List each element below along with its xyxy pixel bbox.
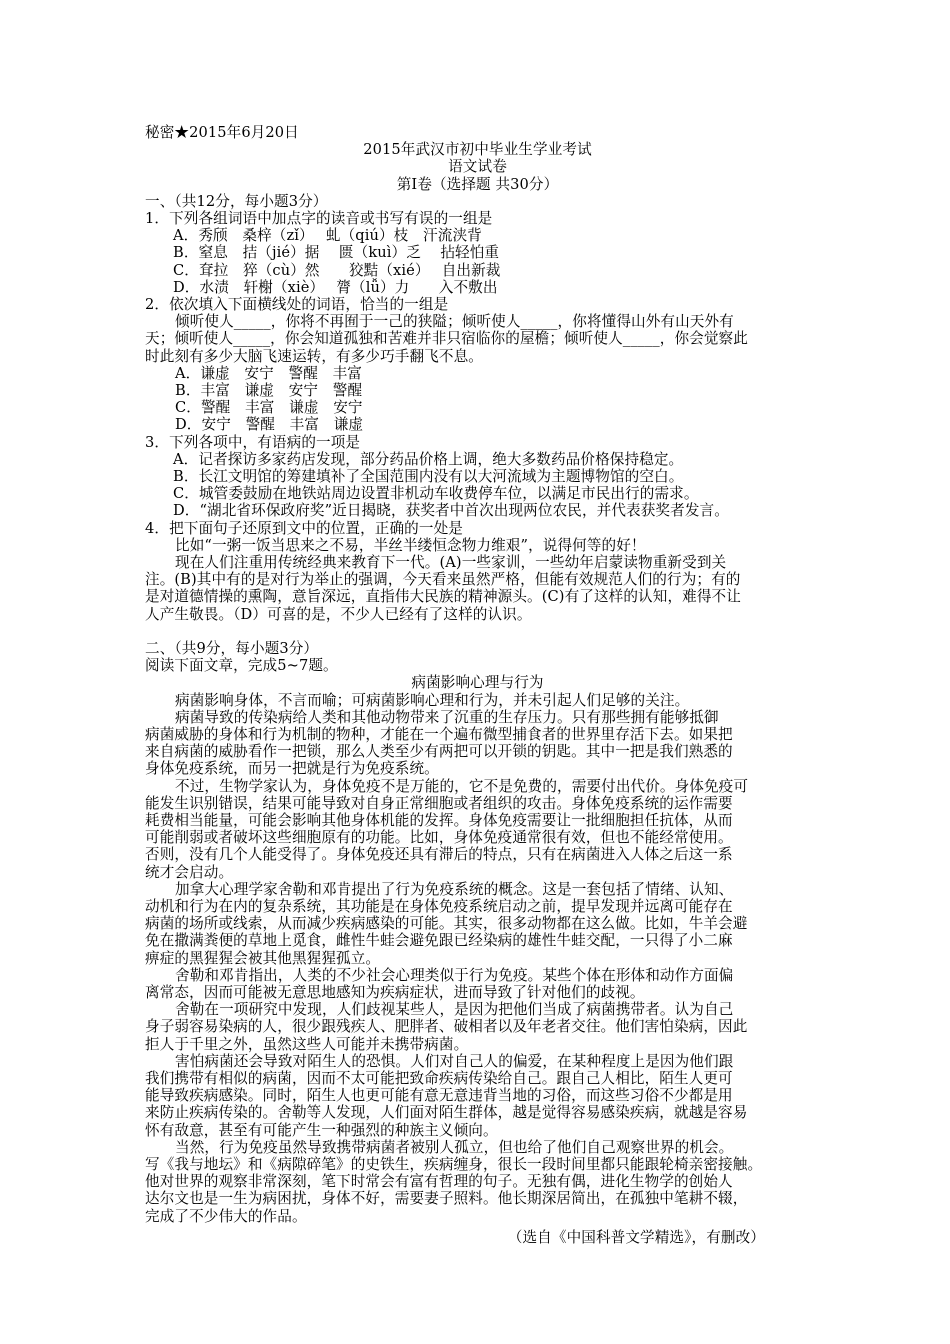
q3-option-d: D．“湖北省环保政府奖”近日揭晓，获奖者中首次出现两位农民，并代表获奖者发言。 <box>173 502 729 520</box>
article-line: 害怕病菌还会导致对陌生人的恐惧。人们对自己人的偏爱，在某种程度上是因为他们跟 <box>175 1052 734 1070</box>
q2-option-b: B．丰富 谦虚 安宁 警醒 <box>175 382 363 400</box>
q4-sentence: 比如“一粥一饭当思来之不易，半丝半缕恒念物力维艰”，说得何等的好！ <box>175 536 646 554</box>
paper-title: 语文试卷 <box>448 158 507 176</box>
q4-passage-line: 注。(B)其中有的是对行为举止的强调，今天看来虽然严格，但能有效规范人们的行为；有的 <box>145 571 741 589</box>
q2-passage-line: 时此刻有多少大脑飞速运转，有多少巧手翻飞不息。 <box>145 347 483 365</box>
article-line: 痹症的黑猩猩会被其他黑猩猩孤立。 <box>145 949 381 967</box>
q4-passage-line: 人产生敬畏。（D）可喜的是，不少人已经有了这样的认识。 <box>145 605 532 623</box>
article-line: 我们携带有相似的病菌，因而不太可能把致命疾病传染给自己。跟自己人相比，陌生人更可 <box>145 1069 733 1087</box>
q1-option-a: A．秀颀 桑梓（zǐ） 虬（qiú）枝 汗流浃背 <box>173 227 482 245</box>
article-line: 加拿大心理学家舍勒和邓肯提出了行为免疫系统的概念。这是一套包括了情绪、认知、 <box>175 880 734 898</box>
article-line: 来防止疾病传染的。舍勒等人发现，人们面对陌生群体，越是觉得容易感染疾病，就越是容易 <box>145 1104 748 1122</box>
article-line: 离常态，因而可能被无意思地感知为疾病症状，进而导致了针对他们的歧视。 <box>145 983 645 1001</box>
q2-option-d: D．安宁 警醒 丰富 谦虚 <box>175 416 364 434</box>
article-line: 身体免疫系统，而另一把就是行为免疫系统。 <box>145 760 439 778</box>
article-line: 可能削弱或者破坏这些细胞原有的功能。比如，身体免疫通常很有效，但也不能经常使用。 <box>145 829 733 847</box>
article-line: 他对世界的观察非常深刻，笔下时常会有富有哲理的句子。无独有偶，进化生物学的创始人 <box>145 1173 733 1191</box>
q2-passage-line: 倾听使人_____，你将不再囿于一己的狭隘；倾听使人_____，你将懂得山外有山天外有 <box>175 313 734 331</box>
article-line: 病菌导致的传染病给人类和其他动物带来了沉重的生存压力。只有那些拥有能够抵御 <box>175 708 719 726</box>
article-line: 达尔文也是一生为病困扰，身体不好，需要妻子照料。他长期深居简出，在孤独中笔耕不辍， <box>145 1190 748 1208</box>
article-line: 舍勒和邓肯指出，人类的不少社会心理类似于行为免疫。某些个体在形体和动作方面偏 <box>175 966 734 984</box>
article-line: 舍勒在一项研究中发现，人们歧视某些人，是因为把他们当成了病菌携带者。认为自己 <box>175 1001 734 1019</box>
q1-option-c: C．耷拉 猝（cù）然 狡黠（xié） 自出新裁 <box>173 261 501 279</box>
article-line: 耗费相当能量，可能会影响其他身体机能的发挥。身体免疫需要让一批细胞担任抗体，从而 <box>145 811 733 829</box>
article-line: 病菌影响身体，不言而喻；可病菌影响心理和行为，并未引起人们足够的关注。 <box>175 691 690 709</box>
article-line: 不过，生物学家认为，身体免疫不是万能的，它不是免费的，需要付出代价。身体免疫可 <box>175 777 749 795</box>
article-line: 当然，行为免疫虽然导致携带病菌者被别人孤立，但也给了他们自己观察世界的机会。 <box>175 1138 734 1156</box>
article-source: （选自《中国科普文学精选》，有删改） <box>507 1228 765 1246</box>
q4-stem: 4．把下面句子还原到文中的位置，正确的一处是 <box>145 519 463 537</box>
article-line: 病菌的场所或线索，从而减少疾病感染的可能。其实，很多动物都在这么做。比如，牛羊会避 <box>145 915 748 933</box>
article-line: 统才会启动。 <box>145 863 234 881</box>
article-line: 否则，没有几个人能受得了。身体免疫还具有滞后的特点，只有在病菌进入人体之后这一系 <box>145 846 733 864</box>
article-title: 病菌影响心理与行为 <box>411 674 544 692</box>
q3-stem: 3．下列各项中，有语病的一项是 <box>145 433 361 451</box>
q1-option-b: B．窒息 拮（jié）据 匮（kuì）乏 拈轻怕重 <box>173 244 500 262</box>
article-line: 完成了不少伟大的作品。 <box>145 1207 307 1225</box>
q4-passage-line: 现在人们注重用传统经典来教育下一代。(A)一些家训，一些幼年启蒙读物重新受到关 <box>175 554 727 572</box>
article-line: 能发生识别错误，结果可能导致对自身正常细胞或者组织的攻击。身体免疫系统的运作需要 <box>145 794 733 812</box>
q3-option-c: C．城管委鼓励在地铁站周边设置非机动车收费停车位，以满足市民出行的需求。 <box>173 485 699 503</box>
q2-passage-line: 天；倾听使人_____，你会知道孤独和苦难并非只宿临你的屋檐；倾听使人_____，你会觉察此 <box>145 330 748 348</box>
exam-title: 2015年武汉市初中毕业生学业考试 <box>363 141 592 159</box>
part-title: 第Ⅰ卷（选择题 共30分） <box>396 175 559 193</box>
article-line: 拒人于千里之外，虽然这些人可能并未携带病菌。 <box>145 1035 469 1053</box>
q3-option-b: B．长江文明馆的筹建填补了全国范围内没有以大河流域为主题博物馆的空白。 <box>173 468 684 486</box>
article-line: 怀有敌意，甚至有可能产生一种强烈的种族主义倾向。 <box>145 1121 498 1139</box>
article-line: 能导致疾病感染。同时，陌生人也更可能有意无意违背当地的习俗，而这些习俗不少都是用 <box>145 1087 733 1105</box>
q3-option-a: A．记者探访多家药店发现，部分药品价格上调，绝大多数药品价格保持稳定。 <box>173 450 684 468</box>
q1-option-d: D．水渍 轩榭（xiè） 膂（lǚ）力 入不敷出 <box>173 278 498 296</box>
secret-date: 秘密★2015年6月20日 <box>145 124 299 141</box>
article-line: 来自病菌的威胁看作一把锁，那么人类至少有两把可以开锁的钥匙。其中一把是我们熟悉的 <box>145 743 733 761</box>
spacer <box>145 623 810 640</box>
article-line: 动机和行为在内的复杂系统，其功能是在身体免疫系统启动之前，提早发现并远离可能存在 <box>145 897 733 915</box>
article-line: 病菌威胁的身体和行为机制的物种，才能在一个遍布微型捕食者的世界里存活下去。如果把 <box>145 725 733 743</box>
article-line: 写《我与地坛》和《病隙碎笔》的史铁生，疾病缠身，很长一段时间里都只能跟轮椅亲密接触。 <box>145 1155 763 1173</box>
q2-option-a: A．谦虚 安宁 警醒 丰富 <box>175 364 362 382</box>
q4-passage-line: 是对道德情操的熏陶，意旨深远，直指伟大民族的精神源头。(C)有了这样的认知，难得不让 <box>145 588 741 606</box>
article-line: 身子弱容易染病的人，很少跟残疾人、肥胖者、破相者以及年老者交往。他们害怕染病，因此 <box>145 1018 748 1036</box>
q2-option-c: C．警醒 丰富 谦虚 安宁 <box>175 399 363 417</box>
section2-heading: 二、（共9分，每小题3分） <box>145 639 319 657</box>
section1-heading: 一、（共12分，每小题3分） <box>145 192 328 210</box>
q2-stem: 2．依次填入下面横线处的词语，恰当的一组是 <box>145 296 449 314</box>
exam-page <box>145 124 810 1246</box>
article-line: 免在撒满粪便的草地上觅食，雌性牛蛙会避免跟已经染病的雄性牛蛙交配，一只得了小二麻 <box>145 932 733 950</box>
q1-stem: 1．下列各组词语中加点字的读音或书写有误的一组是 <box>145 210 493 228</box>
section2-instruction: 阅读下面文章，完成5~7题。 <box>145 657 338 675</box>
